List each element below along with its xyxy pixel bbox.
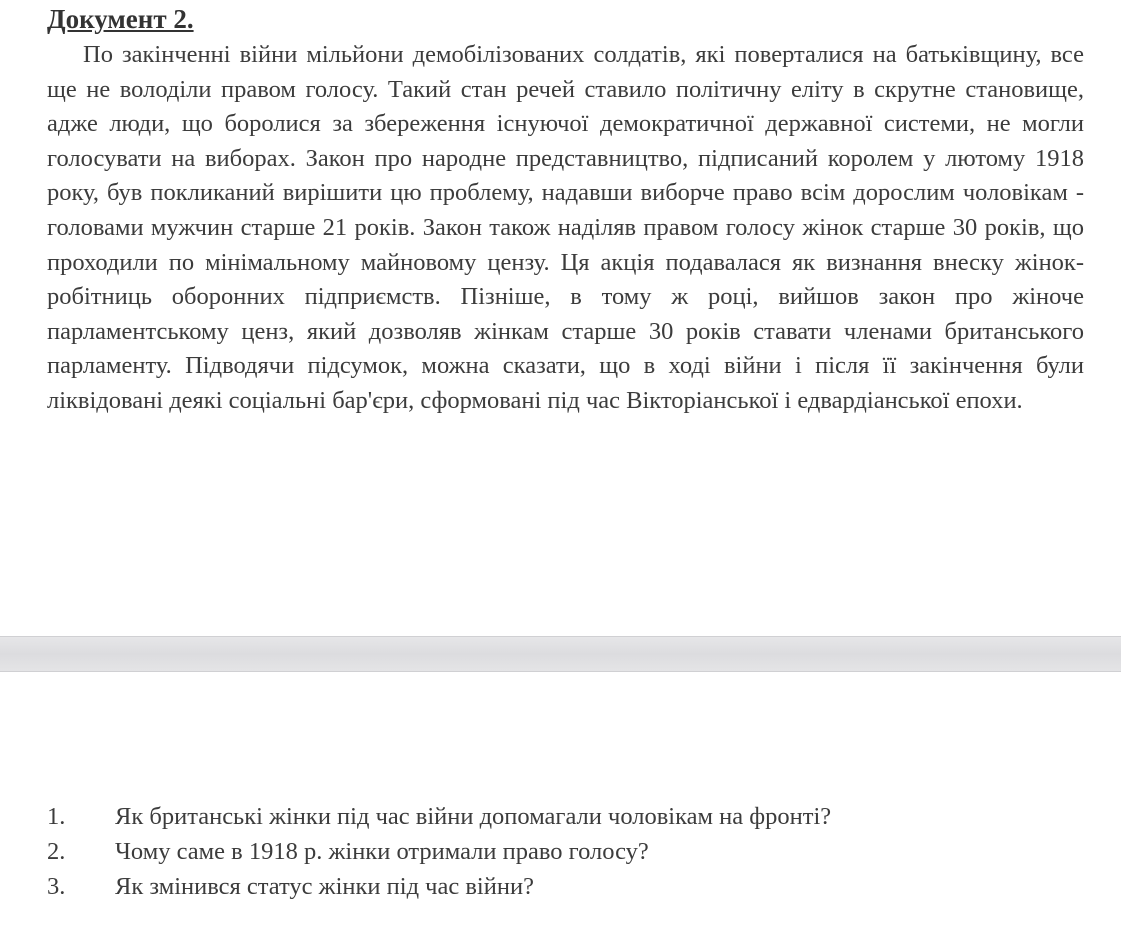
question-text: Чому саме в 1918 р. жінки отримали право голосу? <box>115 838 649 865</box>
document-paragraph: По закінченні війни мільйони демобілізованих солдатів, які поверталися на батьківщину, все ще не володіли правом голосу. Такий стан речей ставило політичну еліту в скрутне становище, адже люди, що боролися за збереження існуючої демократичної державної системи, не могли голосувати на виборах. Закон про народне представництво, підписаний королем у лютому 1918 року, був покликаний вирішити цю проблему, надавши виборче право всім дорослим чоловікам - головами мужчин старше 21 років. Закон також наділяв правом голосу жінок старше 30 років, що проходили по мінімальному майновому цензу. Ця акція подавалася як визнання внеску жінок-робітниць оборонних підприємств. Пізніше, в тому ж році, вийшов закон про жіноче парламентському ценз, який дозволяв жінкам старше 30 років ставати членами британського парламенту. Підводячи підсумок, можна сказати, що в ході війни і після її закінчення були ліквідовані деякі соціальні бар'єри, сформовані під час Вікторіанської і едвардіанської епохи. <box>47 41 1084 414</box>
question-item <box>47 869 831 904</box>
document-page-bottom <box>0 672 1121 942</box>
document-title: Документ 2. <box>47 4 194 34</box>
page-break-separator <box>0 636 1121 672</box>
question-number: 3. <box>47 873 66 900</box>
question-number: 1. <box>47 803 66 830</box>
question-item <box>47 834 831 869</box>
question-number: 2. <box>47 838 66 865</box>
question-item <box>47 799 831 834</box>
questions-list <box>47 799 831 904</box>
question-text: Як змінився статус жінки під час війни? <box>115 873 534 900</box>
question-text: Як британські жінки під час війни допомагали чоловікам на фронті? <box>115 803 832 830</box>
